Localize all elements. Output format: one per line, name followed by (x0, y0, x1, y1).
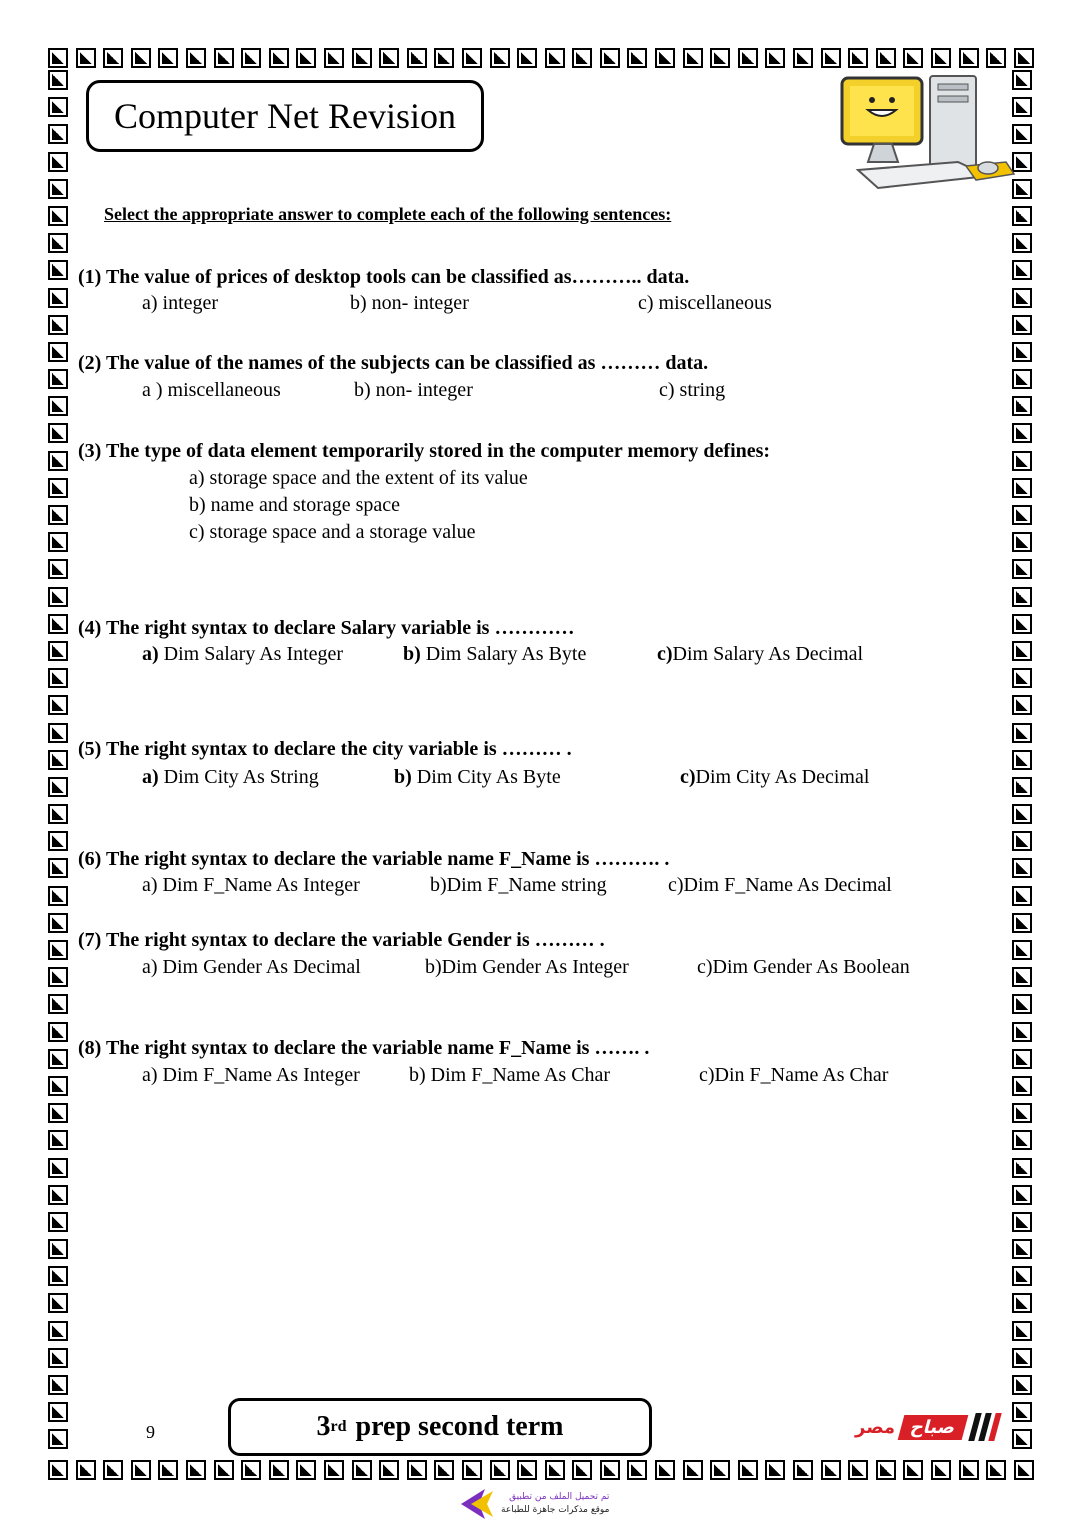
border-tile (1012, 1321, 1032, 1341)
question-1 (78, 266, 689, 289)
border-tile (434, 48, 454, 68)
border-tile (48, 505, 68, 525)
question-7 (78, 929, 605, 952)
border-tile (627, 1460, 647, 1480)
border-tile (48, 750, 68, 770)
border-tile (572, 1460, 592, 1480)
border-tile (655, 1460, 675, 1480)
border-tile (131, 1460, 151, 1480)
border-tile (931, 48, 951, 68)
border-tile (1012, 260, 1032, 280)
border-tile (600, 48, 620, 68)
border-tile (517, 48, 537, 68)
border-tile (296, 48, 316, 68)
border-tile (1012, 559, 1032, 579)
border-tile (48, 48, 68, 68)
border-tile (1012, 1158, 1032, 1178)
option-c: c)Din F_Name As Char (699, 1064, 889, 1086)
border-tile (821, 48, 841, 68)
border-tile (738, 1460, 758, 1480)
border-tile (738, 48, 758, 68)
border-tile (434, 1460, 454, 1480)
border-tile (1012, 695, 1032, 715)
border-tile (48, 288, 68, 308)
border-tile (1012, 1049, 1032, 1069)
border-tile (545, 1460, 565, 1480)
border-tile (627, 48, 647, 68)
border-tile (352, 48, 372, 68)
border-tile (48, 1103, 68, 1123)
border-tile (48, 1375, 68, 1395)
border-tile (876, 1460, 896, 1480)
border-tile (1012, 1375, 1032, 1395)
option-a: a) Dim F_Name As Integer (142, 1064, 360, 1086)
border-tile (959, 1460, 979, 1480)
border-tile (48, 396, 68, 416)
border-tile (1012, 940, 1032, 960)
border-tile (48, 315, 68, 335)
option-b: b) Dim City As Byte (394, 766, 561, 788)
option-a: a) Dim Gender As Decimal (142, 956, 361, 978)
border-tile (48, 1022, 68, 1042)
border-tile (48, 97, 68, 117)
border-tile (48, 1321, 68, 1341)
border-tile (462, 1460, 482, 1480)
term-label: 3 rd prep second term (228, 1398, 652, 1456)
border-tile (103, 1460, 123, 1480)
option-a: a) Dim F_Name As Integer (142, 874, 360, 896)
border-tile (48, 1348, 68, 1368)
border-tile (1012, 668, 1032, 688)
question-2 (78, 352, 708, 375)
border-tile (1012, 396, 1032, 416)
border-tile (48, 1239, 68, 1259)
computer-illustration (838, 70, 1018, 200)
option-b: b)Dim Gender As Integer (425, 956, 629, 978)
border-tile (48, 614, 68, 634)
border-tile (48, 152, 68, 172)
border-tile (1012, 288, 1032, 308)
border-tile (158, 1460, 178, 1480)
border-tile (793, 1460, 813, 1480)
border-tile (1012, 532, 1032, 552)
option-c: c)Dim Salary As Decimal (657, 643, 864, 665)
border-tile (324, 1460, 344, 1480)
border-tile (48, 342, 68, 362)
border-tile (1012, 478, 1032, 498)
border-tile (1012, 831, 1032, 851)
border-tile (131, 48, 151, 68)
border-tile (793, 48, 813, 68)
border-tile (1012, 913, 1032, 933)
border-tile (1014, 1460, 1034, 1480)
border-tile (48, 233, 68, 253)
border-tile (48, 1185, 68, 1205)
question-4 (78, 617, 574, 640)
question-3 (78, 440, 770, 463)
border-tile (324, 48, 344, 68)
border-tile (1012, 369, 1032, 389)
option-a: a) storage space and the extent of its value (189, 467, 528, 489)
option-b: b) non- integer (350, 292, 469, 314)
border-tile (48, 124, 68, 144)
border-tile (48, 1460, 68, 1480)
border-tile (48, 913, 68, 933)
border-tile (214, 1460, 234, 1480)
border-tile (1012, 1212, 1032, 1232)
border-tile (379, 1460, 399, 1480)
border-tile (1012, 777, 1032, 797)
border-tile (821, 1460, 841, 1480)
border-tile (48, 260, 68, 280)
border-tile (1012, 423, 1032, 443)
question-stem: (4) The right syntax to declare Salary variable is ………… (78, 617, 575, 639)
border-tile (352, 1460, 372, 1480)
border-tile (48, 1158, 68, 1178)
title-box (86, 80, 484, 152)
border-tile (490, 48, 510, 68)
border-tile (683, 1460, 703, 1480)
border-tile (876, 48, 896, 68)
border-tile (1012, 858, 1032, 878)
border-tile (1012, 1239, 1032, 1259)
border-tile (48, 179, 68, 199)
border-tile (517, 1460, 537, 1480)
question-8 (78, 1037, 649, 1060)
border-tile (1012, 1185, 1032, 1205)
border-tile (848, 48, 868, 68)
option-c: c)Dim F_Name As Decimal (668, 874, 892, 896)
border-tile (1012, 1076, 1032, 1096)
border-tile (103, 48, 123, 68)
border-tile (1012, 315, 1032, 335)
border-tile (545, 48, 565, 68)
border-tile (572, 48, 592, 68)
border-tile (48, 478, 68, 498)
border-tile (48, 804, 68, 824)
border-tile (48, 1402, 68, 1422)
question-stem: (5) The right syntax to declare the city variable is ……… . (78, 738, 572, 760)
border-tile (655, 48, 675, 68)
border-tile (48, 668, 68, 688)
border-tile (1012, 233, 1032, 253)
border-tile (600, 1460, 620, 1480)
option-a: a ) miscellaneous (142, 379, 281, 401)
border-tile (76, 1460, 96, 1480)
border-tile (1012, 723, 1032, 743)
option-c: c) storage space and a storage value (189, 521, 476, 543)
border-tile (48, 858, 68, 878)
border-tile (1012, 1348, 1032, 1368)
option-c: c) miscellaneous (638, 292, 772, 314)
question-stem: (3) The type of data element temporarily stored in the computer memory defines: (78, 440, 771, 462)
border-tile (48, 1293, 68, 1313)
border-tile (269, 48, 289, 68)
option-c: c)Dim City As Decimal (680, 766, 870, 788)
option-c: c) string (659, 379, 726, 401)
border-left (48, 70, 70, 1450)
border-tile (48, 532, 68, 552)
option-c: c)Dim Gender As Boolean (697, 956, 910, 978)
border-tile (1012, 206, 1032, 226)
border-tile (1012, 1293, 1032, 1313)
border-tile (1014, 48, 1034, 68)
border-tile (903, 1460, 923, 1480)
border-tile (1012, 967, 1032, 987)
border-tile (48, 1212, 68, 1232)
border-tile (48, 587, 68, 607)
border-tile (48, 831, 68, 851)
border-tile (48, 423, 68, 443)
border-tile (379, 48, 399, 68)
question-6 (78, 848, 669, 871)
border-tile (48, 559, 68, 579)
border-tile (848, 1460, 868, 1480)
border-tile (186, 48, 206, 68)
border-tile (48, 369, 68, 389)
option-a: a) Dim City As String (142, 766, 319, 788)
border-tile (1012, 804, 1032, 824)
option-b: b) Dim Salary As Byte (403, 643, 587, 665)
border-tile (1012, 750, 1032, 770)
border-tile (1012, 994, 1032, 1014)
border-tile (269, 1460, 289, 1480)
question-stem: (7) The right syntax to declare the variable Gender is ……… . (78, 929, 605, 951)
question-stem: (1) The value of prices of desktop tools can be classified as……….. data. (78, 266, 690, 288)
bottom-app-logo: تم تحميل الملف من تطبيق موقع مذكرات جاهزة للطباعة (455, 1486, 615, 1522)
border-tile (1012, 1266, 1032, 1286)
border-tile (490, 1460, 510, 1480)
border-tile (1012, 641, 1032, 661)
option-b: b) non- integer (354, 379, 473, 401)
option-b: b)Dim F_Name string (430, 874, 607, 896)
border-tile (710, 48, 730, 68)
border-tile (48, 994, 68, 1014)
option-a: a) Dim Salary As Integer (142, 643, 344, 665)
border-tile (1012, 1130, 1032, 1150)
border-tile (296, 1460, 316, 1480)
border-tile (710, 1460, 730, 1480)
question-stem: (6) The right syntax to declare the variable name F_Name is ………. . (78, 848, 670, 870)
question-stem: (2) The value of the names of the subjects can be classified as ……… data. (78, 352, 709, 374)
border-tile (48, 886, 68, 906)
border-tile (48, 967, 68, 987)
border-tile (683, 48, 703, 68)
border-tile (48, 940, 68, 960)
page-title: Computer Net Revision (114, 96, 456, 136)
border-tile (407, 1460, 427, 1480)
border-tile (48, 1049, 68, 1069)
border-tile (1012, 342, 1032, 362)
border-tile (48, 1130, 68, 1150)
border-top (48, 48, 1034, 70)
border-tile (186, 1460, 206, 1480)
border-tile (1012, 1103, 1032, 1123)
border-tile (48, 451, 68, 471)
border-tile (765, 1460, 785, 1480)
border-tile (462, 48, 482, 68)
option-b: b) name and storage space (189, 494, 401, 516)
question-5 (78, 738, 572, 761)
border-tile (241, 48, 261, 68)
border-tile (986, 1460, 1006, 1480)
border-tile (1012, 587, 1032, 607)
border-bottom (48, 1460, 1034, 1482)
border-tile (48, 777, 68, 797)
border-right (1012, 70, 1034, 1450)
brand-logo: مصر صباح (855, 1405, 1030, 1449)
border-tile (76, 48, 96, 68)
option-a: a) integer (142, 292, 219, 314)
chevron-logo-icon (455, 1487, 495, 1521)
border-tile (407, 48, 427, 68)
page-number: 9 (146, 1422, 155, 1442)
border-tile (48, 1076, 68, 1096)
border-tile (1012, 451, 1032, 471)
border-tile (1012, 886, 1032, 906)
border-tile (158, 48, 178, 68)
border-tile (48, 695, 68, 715)
border-tile (765, 48, 785, 68)
border-tile (214, 48, 234, 68)
border-tile (48, 206, 68, 226)
border-tile (48, 723, 68, 743)
border-tile (1012, 614, 1032, 634)
question-stem: (8) The right syntax to declare the variable name F_Name is ……. . (78, 1037, 650, 1059)
border-tile (241, 1460, 261, 1480)
instructions: Select the appropriate answer to complete each of the following sentences: (104, 204, 672, 224)
border-tile (48, 1429, 68, 1449)
border-tile (959, 48, 979, 68)
border-tile (48, 641, 68, 661)
border-tile (931, 1460, 951, 1480)
border-tile (1012, 1022, 1032, 1042)
border-tile (48, 70, 68, 90)
border-tile (48, 1266, 68, 1286)
option-b: b) Dim F_Name As Char (409, 1064, 611, 1086)
border-tile (903, 48, 923, 68)
border-tile (986, 48, 1006, 68)
border-tile (1012, 505, 1032, 525)
